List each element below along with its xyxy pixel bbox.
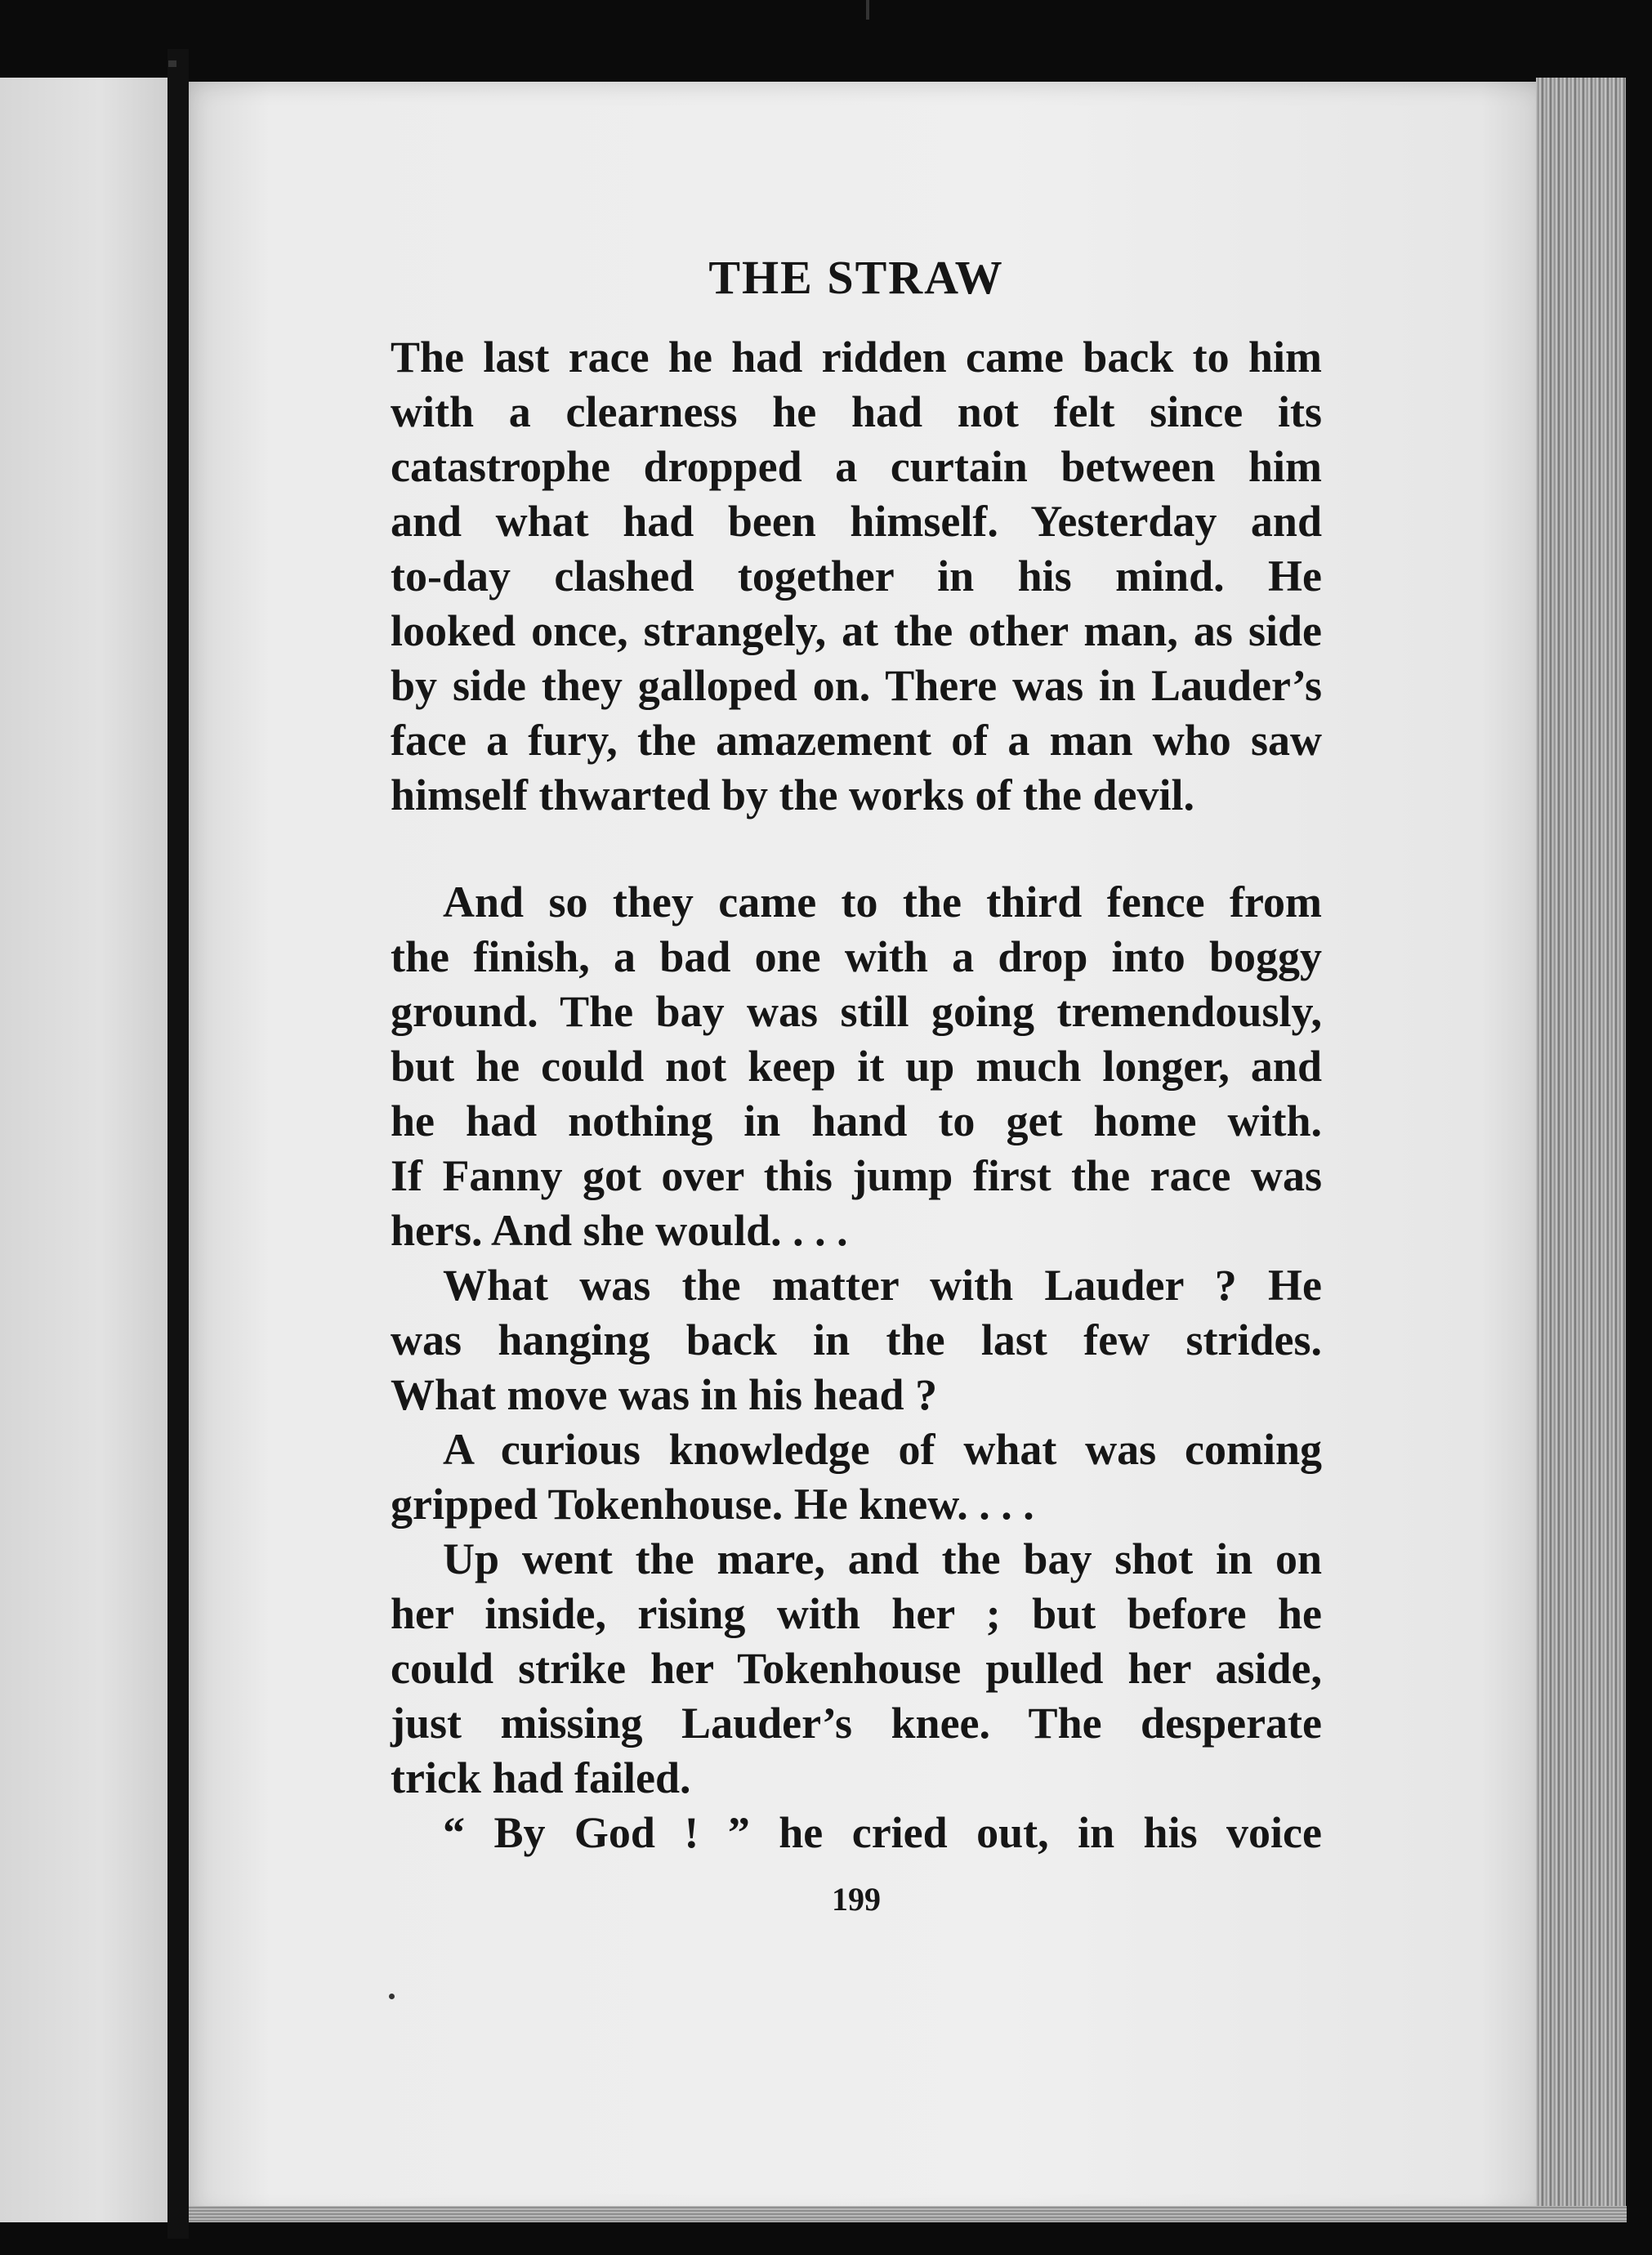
scan-speck: [389, 1994, 395, 1999]
scan-speck: [168, 60, 176, 67]
paragraph-6: [391, 1806, 1322, 1860]
text-line: himself thwarted by the works of the devil.: [391, 770, 1194, 819]
running-head: THE STRAW: [708, 251, 1004, 304]
paragraph-5: [391, 1532, 1322, 1806]
book-gutter: [167, 49, 189, 2239]
text-line: to-day clashed together in his mind. He: [391, 551, 1322, 601]
text-line: looked once, strangely, at the other man, as side: [391, 606, 1322, 655]
text-line: he had nothing in hand to get home with.: [391, 1096, 1322, 1145]
left-page-edge: [0, 78, 167, 2222]
text-line: was hanging back in the last few strides.: [391, 1315, 1322, 1364]
text-line: by side they galloped on. There was in Lauder’s: [391, 661, 1322, 710]
text-line: and what had been himself. Yesterday and: [391, 497, 1322, 546]
text-line: If Fanny got over this jump first the race was: [391, 1151, 1322, 1200]
paragraph-1: [391, 330, 1322, 823]
text-line: could strike her Tokenhouse pulled her aside,: [391, 1644, 1322, 1693]
page-text-block: [391, 245, 1322, 1924]
text-line: ground. The bay was still going tremendously,: [391, 987, 1322, 1036]
text-line: A curious knowledge of what was coming: [443, 1425, 1322, 1474]
text-line: gripped Tokenhouse. He knew. . . .: [391, 1480, 1034, 1529]
paragraph-4: [391, 1422, 1322, 1532]
bottom-page-edge: [189, 2206, 1627, 2222]
text-line: And so they came to the third fence from: [443, 877, 1322, 927]
text-line: hers. And she would. . . .: [391, 1206, 848, 1255]
text-line: with a clearness he had not felt since its: [391, 387, 1322, 436]
text-line: The last race he had ridden came back to him: [391, 333, 1322, 382]
text-line: but he could not keep it up much longer, and: [391, 1042, 1322, 1091]
text-line: face a fury, the amazement of a man who saw: [391, 716, 1322, 765]
text-line: the finish, a bad one with a drop into boggy: [391, 932, 1322, 981]
text-line: trick had failed.: [391, 1753, 691, 1802]
text-line: Up went the mare, and the bay shot in on: [443, 1534, 1322, 1583]
text-line: “ By God ! ” he cried out, in his voice: [443, 1808, 1322, 1857]
page-number: 199: [832, 1881, 881, 1918]
text-line: What move was in his head ?: [391, 1370, 938, 1419]
text-line: just missing Lauder’s knee. The desperate: [391, 1699, 1322, 1748]
text-line: catastrophe dropped a curtain between him: [391, 442, 1322, 491]
text-line: What was the matter with Lauder ? He: [443, 1261, 1322, 1310]
scan-speck: [866, 0, 869, 20]
paragraph-3: [391, 1258, 1322, 1422]
section-break: [391, 823, 1322, 875]
page-edges: [1536, 78, 1626, 2218]
text-line: her inside, rising with her ; but before he: [391, 1589, 1322, 1638]
paragraph-2: [391, 875, 1322, 1258]
